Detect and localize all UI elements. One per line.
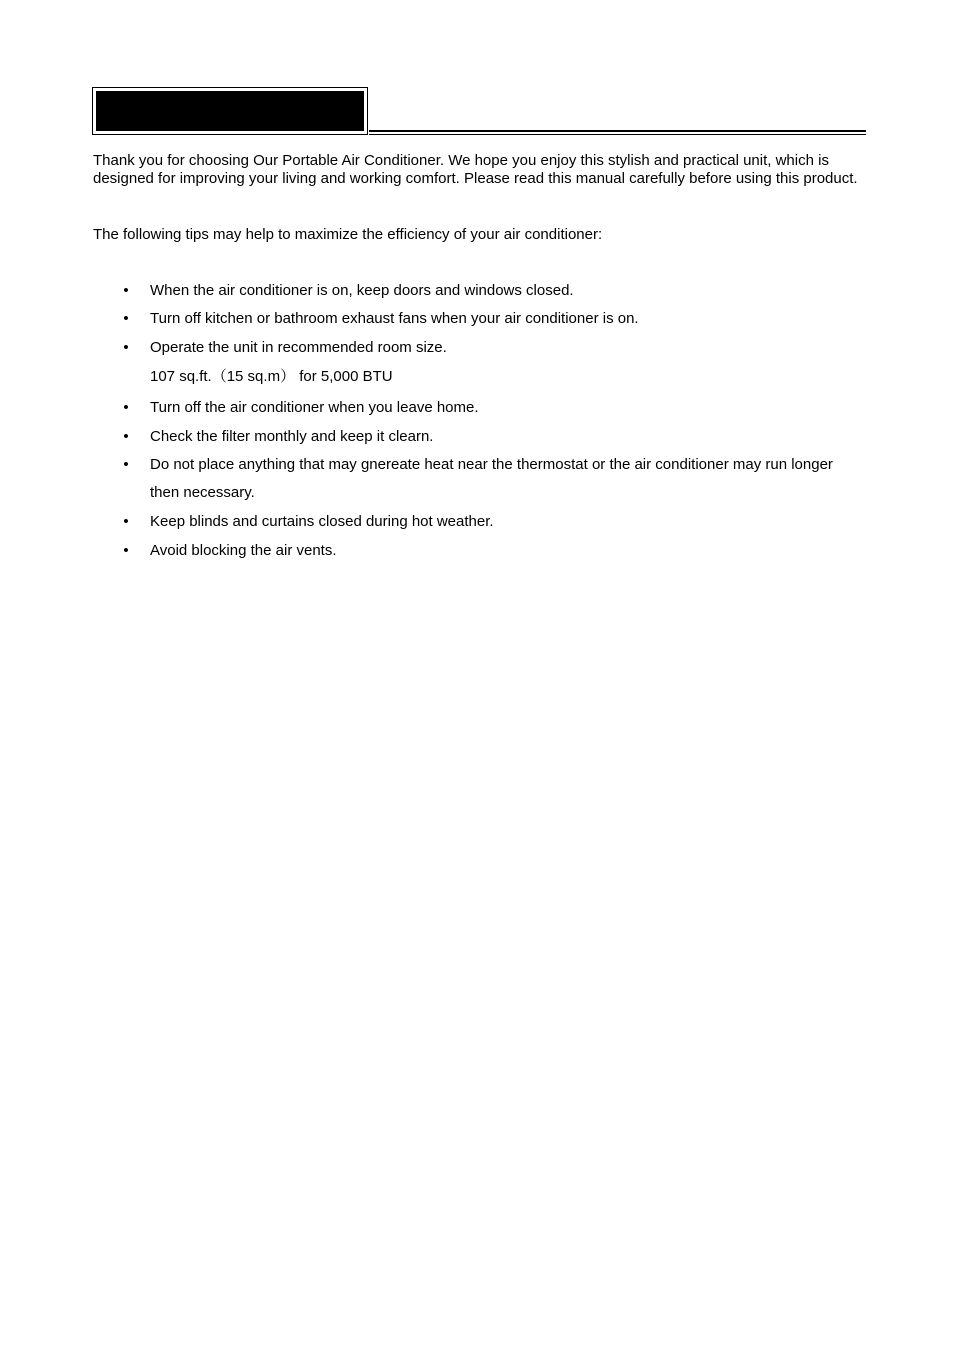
bullet-icon: • [123,310,129,327]
bullet-icon: • [123,513,129,530]
tip-item [123,334,850,362]
bullet-icon: • [123,339,129,356]
tip-item [123,423,850,451]
tips-lead-paragraph: The following tips may help to maximize the efficiency of your air conditioner: [93,226,603,243]
bullet-icon: • [123,399,129,416]
header-rule-thick [369,130,866,132]
bullet-icon: • [123,428,129,445]
tip-item [123,394,850,422]
bullet-icon: • [123,282,129,299]
tip-text: Keep blinds and curtains closed during hot weather. [150,513,494,530]
bullet-icon: • [123,456,129,473]
tip-item [123,508,850,536]
tip-text: 107 sq.ft.（15 sq.m） for 5,000 BTU [150,368,393,385]
section-header-box [92,87,368,135]
tip-text: When the air conditioner is on, keep doors and windows closed. [150,282,574,299]
section-header-fill [96,91,364,131]
tip-text: Do not place anything that may gnereate heat near the thermostat or the air conditioner may run longer then necessary. [150,456,833,501]
tip-item [123,537,850,565]
tip-text: Turn off kitchen or bathroom exhaust fans when your air conditioner is on. [150,310,639,327]
tip-item [123,277,850,305]
header-rule-thin [369,134,866,135]
intro-paragraph: Thank you for choosing Our Portable Air Conditioner. We hope you enjoy this stylish and practical unit, which is designed for improving your living and working comfort. Please read this manual carefully before using this product. [93,152,858,187]
tip-item [123,451,850,507]
tip-text: Operate the unit in recommended room size. [150,339,447,356]
tip-subline [150,363,850,391]
bullet-icon: • [123,542,129,559]
tip-text: Avoid blocking the air vents. [150,542,337,559]
tip-item [123,305,850,333]
tip-text: Check the filter monthly and keep it clearn. [150,428,434,445]
tip-text: Turn off the air conditioner when you leave home. [150,399,479,416]
